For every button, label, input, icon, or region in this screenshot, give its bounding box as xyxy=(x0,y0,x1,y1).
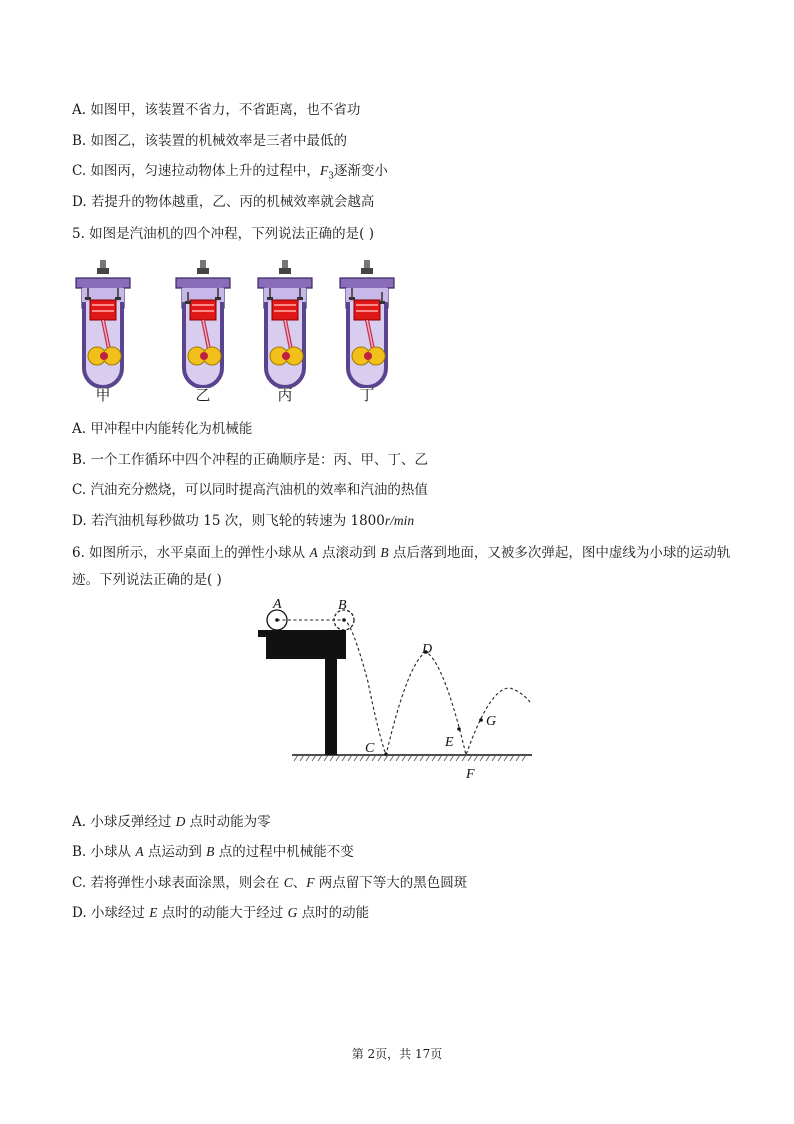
q5-option-b: B. 一个工作循环中四个冲程的正确顺序是：丙、甲、丁、乙 xyxy=(72,452,429,468)
table-apron xyxy=(266,637,346,659)
engine-label-jia: 甲 xyxy=(95,386,111,404)
q4-option-c: C. 如图丙，匀速拉动物体上升的过程中，$F_3$逐渐变小 xyxy=(72,163,388,182)
q5-stem: 5. 如图是汽油机的四个冲程，下列说法正确的是( ) xyxy=(72,226,374,242)
engine-figure-yi xyxy=(170,258,236,388)
q6-option-d: D. 小球经过 E 点时的动能大于经过 G 点时的动能 xyxy=(72,905,370,921)
table-top xyxy=(258,630,346,637)
q6-option-b: B. 小球从 A 点运动到 B 点的过程中机械能不变 xyxy=(72,844,354,860)
label-b: B xyxy=(338,598,347,613)
table-leg xyxy=(325,659,337,755)
q4-option-d: D. 若提升的物体越重，乙、丙的机械效率就会越高 xyxy=(72,194,375,210)
q5-option-a: A. 甲冲程中内能转化为机械能 xyxy=(72,421,253,437)
q6-option-a: A. 小球反弹经过 D 点时动能为零 xyxy=(72,814,271,830)
engine-figure-ding xyxy=(334,258,400,388)
label-g: G xyxy=(486,714,497,729)
q6-option-c: C. 若将弹性小球表面涂黑，则会在 C、F 两点留下等大的黑色圆斑 xyxy=(72,875,468,891)
page-footer: 第 2页，共 17页 xyxy=(351,1047,443,1061)
label-c: C xyxy=(365,741,375,756)
force-symbol: F xyxy=(319,163,329,178)
label-d: D xyxy=(422,642,433,657)
label-e: E xyxy=(445,735,454,750)
engine-figure-bing xyxy=(252,258,318,388)
q4-option-a: A. 如图甲，该装置不省力，不省距离，也不省功 xyxy=(72,102,361,118)
engine-label-yi: 乙 xyxy=(195,386,211,404)
q5-option-c: C. 汽油充分燃烧，可以同时提高汽油机的效率和汽油的热值 xyxy=(72,482,428,498)
engine-label-bing: 丙 xyxy=(277,386,293,404)
ground-hatch xyxy=(294,755,526,761)
ball-trajectory-figure xyxy=(240,592,540,787)
label-a: A xyxy=(273,597,282,612)
q6-stem: 6. 如图所示，水平桌面上的弹性小球从 A 点滚动到 B 点后落到地面，又被多次弹起，图中虚线为小球的运动轨迹。下列说法正确的是( ) xyxy=(72,545,731,588)
engine-label-ding: 丁 xyxy=(359,386,375,404)
engine-figure-jia xyxy=(70,258,136,388)
q5-option-d: D. 若汽油机每秒做功 15 次，则飞轮的转速为 1800r/min xyxy=(72,513,415,529)
label-f: F xyxy=(466,767,475,782)
q4-option-b: B. 如图乙，该装置的机械效率是三者中最低的 xyxy=(72,133,348,149)
